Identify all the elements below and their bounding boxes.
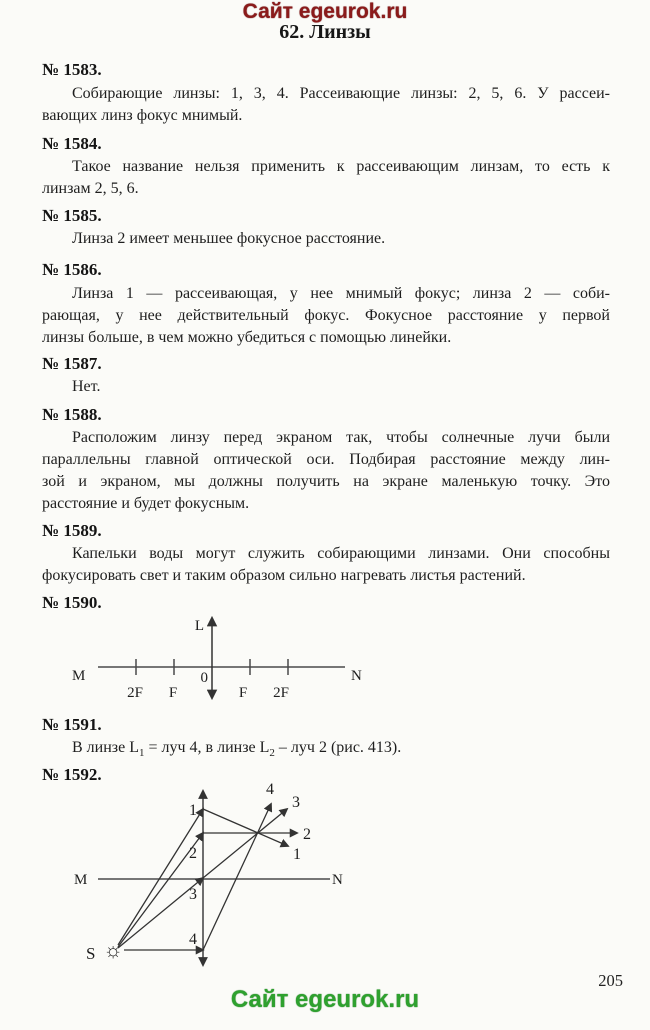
problem-text-1588 — [42, 427, 610, 515]
axis-label-m: M — [74, 872, 88, 888]
subscript-2: 2 — [269, 747, 275, 759]
text-line: линзы больше, в чем можно убедиться с помощью линейки. — [42, 329, 452, 346]
lens-label: L — [194, 618, 204, 634]
problem-number-1589: № 1589. — [42, 521, 102, 540]
text-line: зой и экраном, мы должны получить на экране маленькую точку. Это — [42, 473, 610, 490]
problem-number-1585: № 1585. — [42, 206, 102, 225]
axis-label-n: N — [351, 668, 362, 684]
problem-text-1583 — [42, 83, 610, 127]
text-part: В линзе L — [72, 739, 139, 756]
tick-label-2f-left: 2F — [127, 685, 143, 701]
problem-number-1584: № 1584. — [42, 134, 102, 153]
problem-text-1587 — [42, 376, 610, 398]
tick-label-f-left: F — [168, 685, 178, 701]
problem-number-1587: № 1587. — [42, 354, 102, 373]
text-line: фокусировать свет и таким образом сильно нагревать листья растений. — [42, 567, 526, 584]
text-line: Капельки воды могут служить собирающими линзами. Они способны — [72, 545, 610, 562]
text-part: = луч 4, в линзе L — [144, 739, 270, 756]
refracted-ray-4 — [203, 804, 271, 950]
problem-number-1588: № 1588. — [42, 405, 102, 424]
text-line: рающая, у нее действительный фокус. Фокусное расстояние у первой — [42, 307, 610, 324]
ray-label-3: 3 — [292, 794, 300, 811]
problem-number-1591: № 1591. — [42, 715, 102, 734]
problem-number-1592: № 1592. — [42, 765, 102, 784]
axis-label-n: N — [332, 872, 343, 888]
problem-text-1585 — [42, 228, 610, 250]
lens-point-label-3: 3 — [189, 886, 197, 903]
problem-text-1589 — [42, 543, 610, 587]
center-label: 0 — [200, 670, 208, 686]
lens-point-label-4: 4 — [189, 931, 197, 948]
problem-text-1584 — [42, 156, 610, 200]
text-line: Расположим линзу перед экраном так, чтобы солнечные лучи были — [72, 429, 610, 446]
ray-diagram-1592 — [60, 782, 380, 974]
problem-number-1586: № 1586. — [42, 260, 102, 279]
lens-axis-diagram-1590 — [60, 608, 380, 708]
page-number: 205 — [598, 971, 623, 990]
text-line: Такое название нельзя применить к рассеивающим линзам, то есть к — [72, 158, 610, 175]
site-watermark-bottom: Сайт egeurok.ru — [230, 986, 420, 1013]
problem-number-1583: № 1583. — [42, 60, 102, 79]
tick-label-2f-right: 2F — [273, 685, 289, 701]
text-line: расстояние и будет фокусным. — [42, 495, 250, 512]
ray-label-4: 4 — [266, 782, 274, 798]
text-line: Нет. — [72, 378, 101, 395]
axis-label-m: M — [72, 668, 86, 684]
incident-ray-1 — [118, 809, 203, 945]
subscript-1: 1 — [138, 747, 145, 759]
lens-point-label-1: 1 — [189, 802, 197, 819]
site-watermark-top: Сайт egeurok.ru — [242, 0, 408, 23]
text-line: линзам 2, 5, 6. — [42, 180, 139, 197]
text-line: вающих линз фокус мнимый. — [42, 107, 243, 124]
refracted-ray-3 — [203, 809, 287, 878]
text-line: Собирающие линзы: 1, 3, 4. Рассеивающие линзы: 2, 5, 6. У рассеи- — [72, 85, 610, 102]
text-line — [42, 737, 610, 759]
problem-number-1590: № 1590. — [42, 593, 102, 612]
text-part: – луч 2 (рис. 413). — [274, 739, 402, 756]
lens-point-label-2: 2 — [189, 845, 197, 862]
source-label: S — [86, 944, 96, 963]
tick-label-f-right: F — [238, 685, 248, 701]
sun-source-icon: ☼ — [103, 938, 123, 962]
problem-text-1586 — [42, 283, 610, 349]
text-line: Линза 1 — рассеивающая, у нее мнимый фокус; линза 2 — соби- — [72, 285, 610, 302]
ray-label-2: 2 — [303, 826, 311, 843]
text-line: параллельны главной оптической оси. Подбирая расстояние между лин- — [42, 451, 610, 468]
ray-label-1: 1 — [293, 846, 301, 863]
page-title: 62. Линзы — [279, 21, 371, 43]
refracted-ray-1 — [203, 809, 288, 846]
problem-text-1591 — [42, 737, 610, 759]
text-line: Линза 2 имеет меньшее фокусное расстояние. — [72, 230, 386, 247]
